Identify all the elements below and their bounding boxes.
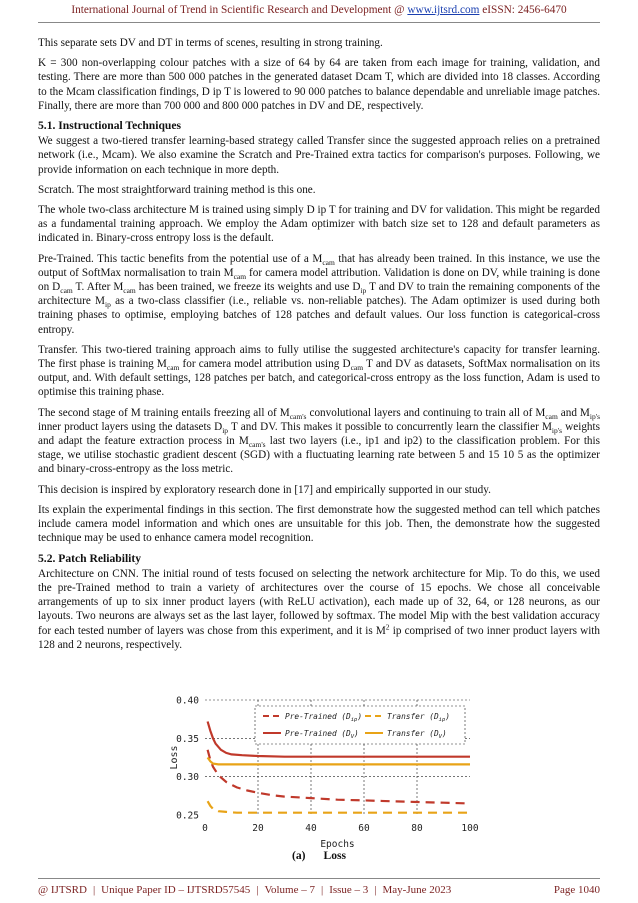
paragraph-11: Architecture on CNN. The initial round of tests focused on selecting the network architecture for Mip. To do this, we used the pre-Trained method to train a variety of architectures over the course of 15 epochs. We chose all conceivable arrangements of up to six inner product layers (with ReLU activation), each made up of 32, 64, or 128 neurons, as our layouts. Two neurons are always set as the last layer, followed by softmax. The model Mip with the best validation accuracy for each tested number of layers was chose from this experiment, and it is $M^2$ ip comprised of two inner product layers with 128 and 2 neurons, respectively.	[38, 567, 601, 651]
loss-figure	[165, 692, 485, 850]
paragraph-4: Scratch. The most straightforward training method is this one.	[38, 183, 316, 196]
footer-date: May-June 2023	[382, 884, 452, 896]
figure-caption	[0, 849, 638, 862]
issn: eISSN: 2456-6470	[482, 4, 567, 16]
loss-chart	[165, 692, 485, 850]
figure-caption-text: Loss	[323, 849, 347, 862]
footer-paper-id: Unique Paper ID – IJTSRD57545	[101, 884, 251, 896]
article-body	[38, 36, 600, 658]
paragraph-5: The whole two-class architecture M is trained using simply D ip T for training and DV for validation. This might be regarded as a fundamental training approach. We employ the Adam optimizer with batch size set to 128 and default parameters as indicated in. Binary-cross entropy loss is the default.	[38, 204, 600, 245]
running-footer: @ IJTSRD | Unique Paper ID – IJTSRD57545 | Volume – 7 | Issue – 3 | May-June 2023 Page 1040	[38, 884, 600, 896]
x-tick-label: 20	[252, 823, 264, 834]
paragraph-3: We suggest a two-tiered transfer learning-based strategy called Transfer since the suggested approach relies on a pretrained network (i.e., Mcam). We also examine the Scratch and Pre-Trained extra tactics for comparison's purposes. Following, we provide information on each technique in more depth.	[38, 135, 600, 176]
legend-entry: Pre-Trained $(D_{ip})$	[285, 712, 363, 723]
paragraph-8: The second stage of M training entails freezing all of $M_{cam's}$ convolutional layers and continuing to train all of $M_{cam}$ and $M_{ip's}$ inner product layers using the datasets $D_{ip}$ T and DV. This makes it possible to concurrently learn the classifier $M_{ip's}$ weights and adapt the feature extraction process in $M_{cam's}$ last two layers (i.e., ip1 and ip2) to the classification problem. For this stage, we utilise stochastic gradient descent (SGD) with a fluctuating learning rate between 5 and 15 10 5 as the optimizer and binary-cross-entropy as the loss metric.	[38, 406, 600, 476]
journal-name: International Journal of Trend in Scientific Research and Development @	[71, 4, 405, 16]
footer-page: Page 1040	[553, 884, 600, 896]
footer-ijtsrd: @ IJTSRD	[38, 884, 87, 896]
x-tick-label: 40	[305, 823, 317, 834]
x-tick-label: 100	[461, 823, 479, 834]
y-axis-label: Loss	[169, 745, 180, 770]
footer-volume: Volume – 7	[264, 884, 315, 896]
legend-entry: Transfer $(D_V)$	[387, 729, 447, 740]
y-tick-label: 0.30	[176, 772, 199, 784]
paragraph-2: K = 300 non-overlapping colour patches with a size of 64 by 64 are taken from each image for training, validation, and testing. There are more than 500 000 patches in the generated dataset Dcam T, which are divided into 18 classes. According to the Mcam classification findings, D ip T is lowered to 90 000 patches to balance dependable and unreliable image patches. Finally, there are more than 700 000 and 800 000 patches in DV and DE, respectively.	[38, 57, 600, 112]
paragraph-10: Its explain the experimental findings in this section. The first demonstrate how the suggested method can tell which patches include camera model information and which ones are unsuitable for this job. Then, the demonstrate how the suggested technique may be used to enhance camera model recognition.	[38, 503, 600, 545]
paragraph-7: Transfer. This two-tiered training approach aims to fully utilise the suggested architecture's capacity for transfer learning. The first phase is training $M_{cam}$ for camera model attribution using $D_{cam}$ T and DV as datasets, SoftMax normalisation on its output, and. With default settings, 128 patches per batch, and categorical-cross entropy as the loss function, Adam is used to optimise this training phase.	[38, 343, 601, 399]
x-tick-label: 60	[358, 823, 370, 834]
x-axis-label: Epochs	[320, 839, 355, 850]
y-tick-label: 0.35	[176, 733, 199, 745]
paragraph-1: This separate sets DV and DT in terms of scenes, resulting in strong training.	[38, 37, 383, 49]
y-tick-label: 0.25	[176, 810, 199, 822]
x-tick-label: 80	[411, 823, 423, 834]
paragraph-6: Pre-Trained. This tactic benefits from the potential use of a $M_{cam}$ that has already been trained. In this instance, we use the output of SoftMax normalisation to train $M_{cam}$ for camera model attribution. Validation is done on DV, while training is done on $D_{cam}$ T. After $M_{cam}$ has been trained, we freeze its weights and use $D_{ip}$ T and DV to train the remaining components of the architecture $M_{ip}$ as a two-class classifier (i.e., reliable vs. non-reliable patches). The Adam optimizer is used during both training phases to optimise, employing batches of 128 patches and default values. Our loss function is categorical-cross entropy.	[38, 252, 600, 336]
legend-entry: Pre-Trained $(D_V)$	[285, 729, 359, 740]
header-rule	[38, 22, 600, 23]
running-header	[0, 4, 638, 16]
y-tick-label: 0.40	[176, 695, 199, 707]
footer-issue: Issue – 3	[329, 884, 369, 896]
section-heading-5-2: 5.2. Patch Reliability	[38, 551, 142, 565]
footer-rule	[38, 878, 600, 879]
section-heading-5-1: 5.1. Instructional Techniques	[38, 119, 182, 133]
x-tick-label: 0	[202, 823, 208, 834]
journal-link[interactable]: www.ijtsrd.com	[407, 4, 480, 16]
legend-entry: Transfer $(D_{ip})$	[387, 712, 450, 723]
figure-label: (a)	[291, 849, 306, 862]
paragraph-9: This decision is inspired by exploratory research done in [17] and empirically supported in our study.	[38, 483, 491, 496]
